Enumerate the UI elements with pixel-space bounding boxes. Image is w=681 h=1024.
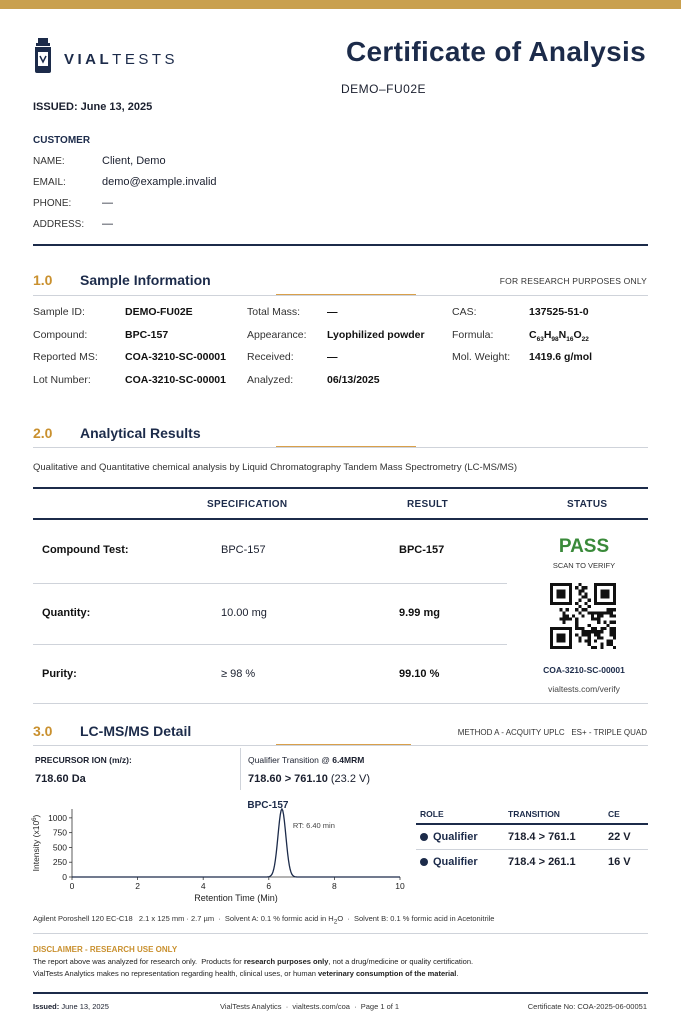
row-name: Purity: — [42, 668, 77, 680]
table-top-border — [33, 487, 648, 489]
precursor-label: PRECURSOR ION (m/z): — [35, 755, 132, 765]
mol-weight-label: Mol. Weight: — [452, 351, 511, 363]
compound-value: BPC-157 — [125, 329, 169, 341]
header-role: ROLE — [420, 809, 444, 819]
bullet-dot-icon — [420, 833, 428, 841]
vial-logo-icon — [33, 38, 53, 77]
results-description: Qualitative and Quantitative chemical analysis by Liquid Chromatography Tandem Mass Spectrometry (LC-MS/MS) — [33, 462, 518, 473]
section-number-sample: 1.0 — [33, 272, 53, 288]
verify-link[interactable]: vialtests.com/verify — [548, 684, 620, 694]
footer-border — [33, 992, 648, 994]
customer-address-value: — — [102, 218, 113, 230]
sample-id-label: Sample ID: — [33, 306, 85, 318]
reported-ms-label: Reported MS: — [33, 351, 98, 363]
document-id: DEMO–FU02E — [341, 82, 427, 96]
x-tick-label: 4 — [200, 881, 206, 891]
chromatogram-series-line — [72, 809, 400, 877]
customer-email-value: demo@example.invalid — [102, 176, 217, 188]
y-tick-label: 0 — [62, 872, 67, 882]
customer-phone-value: — — [102, 197, 113, 209]
formula-value: $C_{63}H_{98}N_{16}O_{22}$ — [529, 329, 589, 344]
row-result: BPC-157 — [399, 544, 445, 556]
received-value: — — [327, 351, 338, 363]
top-accent-bar — [0, 0, 681, 9]
section-title-results: Analytical Results — [80, 425, 201, 441]
qualifier-transition-value: 718.60 > 761.10 (23.2 V) — [248, 773, 371, 785]
customer-address-label: ADDRESS: — [33, 219, 85, 230]
transition-cell: 718.4 > 261.1 — [508, 856, 576, 868]
peak-label: BPC-157 — [247, 800, 289, 811]
row-result: 99.10 % — [399, 668, 440, 680]
total-mass-label: Total Mass: — [247, 306, 301, 318]
divider — [33, 745, 648, 746]
customer-phone-label: PHONE: — [33, 198, 72, 209]
section-title-lcms: LC-MS/MS Detail — [80, 723, 192, 739]
scan-to-verify: SCAN TO VERIFY — [552, 561, 616, 570]
header-ce: CE — [608, 809, 620, 819]
qualifier-transition-label: Qualifier Transition @ 6.4MRM — [248, 755, 365, 765]
y-tick-label: 750 — [52, 827, 67, 838]
formula-label: Formula: — [452, 329, 494, 341]
mol-weight-value: 1419.6 g/mol — [529, 351, 593, 363]
ce-cell: 16 V — [608, 856, 631, 868]
divider — [33, 295, 648, 296]
header-result: RESULT — [407, 499, 449, 510]
section-number-lcms: 3.0 — [33, 723, 53, 739]
y-tick-label: 500 — [52, 842, 67, 853]
analyzed-value: 06/13/2025 — [327, 374, 380, 386]
x-tick-label: 6 — [266, 881, 272, 891]
page-title: Certificate of Analysis — [346, 36, 646, 67]
table-header-border — [416, 823, 648, 825]
divider — [33, 447, 648, 448]
pass-status: PASS — [558, 536, 610, 557]
analyzed-label: Analyzed: — [247, 374, 294, 386]
section-title-sample: Sample Information — [80, 272, 211, 288]
divider — [33, 703, 648, 704]
x-tick-label: 0 — [69, 881, 75, 891]
received-label: Received: — [247, 351, 294, 363]
y-axis-label: Intensity $(x10^6)$ — [31, 814, 41, 872]
sample-id-value: DEMO-FU02E — [125, 306, 193, 318]
customer-name-value: Client, Demo — [102, 155, 166, 167]
y-tick-label: 1000 — [48, 812, 67, 823]
row-name: Quantity: — [42, 607, 91, 619]
x-tick-label: 10 — [395, 881, 405, 891]
column-info: Agilent Poroshell 120 EC-C18 2.1 x 125 mm · 2.7 µm · Solvent A: 0.1 % formic acid in H2O · Solvent B: 0.1 % formic acid in Acetonitrile — [33, 914, 495, 926]
row-spec: ≥ 98 % — [221, 668, 256, 680]
customer-name-label: NAME: — [33, 156, 65, 167]
appearance-label: Appearance: — [247, 329, 307, 341]
row-spec: 10.00 mg — [221, 607, 267, 619]
issued-date: ISSUED: June 13, 2025 — [33, 101, 153, 113]
retention-time-annotation: RT: 6.40 min — [292, 821, 335, 830]
x-axis-label: Retention Time (Min) — [194, 893, 278, 903]
disclaimer-line-2: VialTests Analytics makes no representation regarding health, clinical uses, or human veterinary consumption of the material. — [33, 969, 459, 978]
row-divider — [33, 583, 507, 584]
row-divider — [416, 849, 648, 850]
cas-label: CAS: — [452, 306, 477, 318]
section-number-results: 2.0 — [33, 425, 53, 441]
customer-heading: CUSTOMER — [33, 135, 91, 146]
footer-issued: Issued: June 13, 2025 — [33, 1002, 109, 1011]
header-specification: SPECIFICATION — [207, 499, 288, 510]
disclaimer-heading: DISCLAIMER - RESEARCH USE ONLY — [33, 945, 178, 954]
x-tick-label: 2 — [135, 881, 140, 891]
method-note: METHOD A - ACQUITY UPLC ES+ - TRIPLE QUAD — [457, 728, 647, 737]
divider — [240, 748, 241, 790]
header-status: STATUS — [567, 499, 608, 510]
lot-number-label: Lot Number: — [33, 374, 91, 386]
compound-label: Compound: — [33, 329, 88, 341]
footer-cert-no: Certificate No: COA-2025-06-00051 — [527, 1002, 647, 1011]
divider — [33, 933, 648, 934]
total-mass-value: — — [327, 306, 338, 318]
row-spec: BPC-157 — [221, 544, 266, 556]
cas-value: 137525-51-0 — [529, 306, 589, 318]
row-result: 9.99 mg — [399, 607, 440, 619]
research-note: FOR RESEARCH PURPOSES ONLY — [499, 276, 647, 286]
precursor-value: 718.60 Da — [35, 773, 86, 785]
appearance-value: Lyophilized powder — [327, 329, 425, 341]
qr-code-icon[interactable] — [550, 583, 616, 652]
row-divider — [33, 644, 507, 645]
divider — [33, 244, 648, 246]
x-tick-label: 8 — [332, 881, 337, 891]
lot-number-value: COA-3210-SC-00001 — [125, 374, 226, 386]
transition-cell: 718.4 > 761.1 — [508, 831, 576, 843]
y-tick-label: 250 — [52, 857, 67, 868]
customer-email-label: EMAIL: — [33, 177, 66, 188]
footer-center: VialTests Analytics · vialtests.com/coa · Page 1 of 1 — [220, 1002, 400, 1011]
status-cert-id: COA-3210-SC-00001 — [543, 665, 625, 675]
brand-name — [64, 51, 178, 68]
brand-name-a: VIAL — [64, 51, 113, 68]
role-cell: Qualifier — [420, 831, 478, 843]
table-header-border — [33, 518, 648, 520]
header-transition: TRANSITION — [508, 809, 560, 819]
role-cell: Qualifier — [420, 856, 478, 868]
reported-ms-value: COA-3210-SC-00001 — [125, 351, 226, 363]
brand-name-b: TESTS — [112, 51, 179, 68]
bullet-dot-icon — [420, 858, 428, 866]
ce-cell: 22 V — [608, 831, 631, 843]
disclaimer-line-1: The report above was analyzed for research only. Products for research purposes only, not a drug/medicine or quality certification. — [33, 957, 474, 966]
chromatogram-chart — [30, 797, 410, 912]
row-name: Compound Test: — [42, 544, 129, 556]
